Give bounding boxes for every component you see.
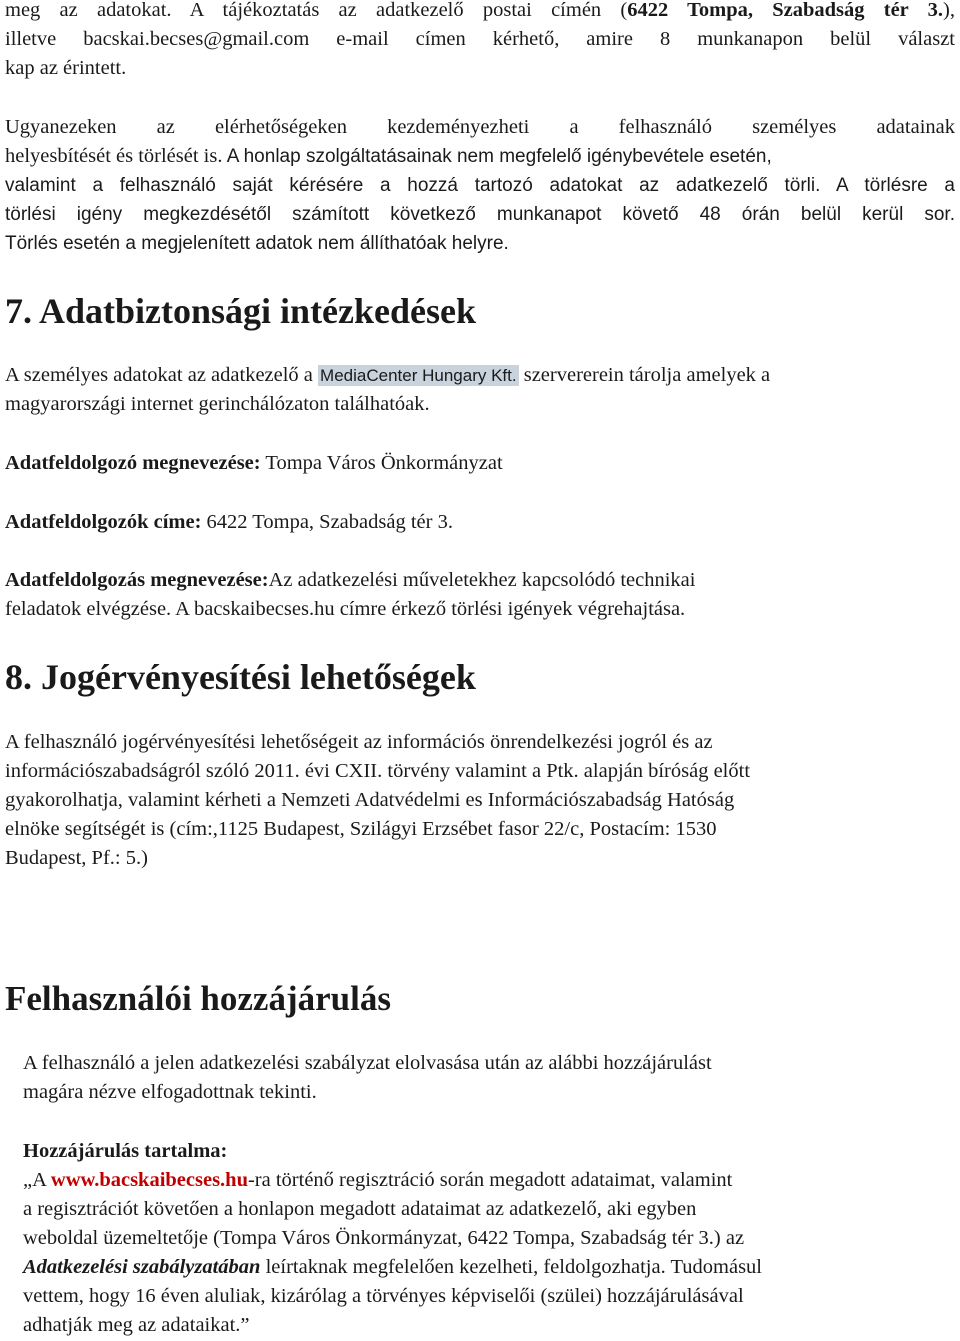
paragraph-line [23, 1166, 933, 1195]
paragraph-text: leírtaknak megfelelően kezelheti, feldolgozhatja. Tudomásul [260, 1256, 762, 1278]
paragraph-text: A személyes adatokat az adatkezelő a [5, 364, 319, 386]
intro-paragraph [5, 0, 955, 83]
paragraph-line: vettem, hogy 16 éven aluliak, kizárólag a törvényes képviselői (szülei) hozzájárulásával [23, 1285, 744, 1307]
remedies-paragraph [5, 728, 955, 873]
hosting-company: MediaCenter Hungary Kft. [320, 366, 517, 385]
section-7-heading: 7. Adatbiztonsági intézkedések [5, 291, 477, 331]
intro-line: kap az érintett. [5, 57, 127, 79]
paragraph-line: Budapest, Pf.: 5.) [5, 847, 148, 869]
postal-address: 6422 Tompa, Szabadság tér 3. [627, 0, 944, 21]
consent-content-label: Hozzájárulás tartalma: [23, 1140, 228, 1162]
field-label: Adatfeldolgozás megnevezése: [5, 569, 269, 591]
rectification-paragraph [5, 113, 955, 258]
paragraph-line: A felhasználó jogérvényesítési lehetőségeit az információs önrendelkezési jogról és az [5, 731, 713, 753]
paragraph-line: magára nézve elfogadottnak tekinti. [23, 1081, 317, 1103]
paragraph-text: helyesbítését és törlését is. [5, 145, 223, 167]
intro-line [5, 0, 955, 25]
paragraph-line: törlési igény megkezdésétől számított következő munkanapot követő 48 órán belül kerül sor. [5, 204, 955, 225]
field-label: Adatfeldolgozó megnevezése: [5, 452, 261, 474]
intro-text: meg az adatokat. A tájékoztatás az adatkezelő postai címén ( [5, 0, 628, 21]
field-value: 6422 Tompa, Szabadság tér 3. [201, 511, 453, 533]
paragraph-line: elnöke segítségét is (cím:,1125 Budapest, Szilágyi Erzsébet fasor 22/c, Postacím: 1530 [5, 818, 717, 840]
regulation-reference: Adatkezelési szabályzatában [23, 1256, 261, 1278]
consent-title: Felhasználói hozzájárulás [5, 979, 391, 1018]
paragraph-line: információszabadságról szóló 2011. évi CXII. törvény valamint a Ptk. alapján bíróság előtt [5, 760, 751, 782]
intro-text: ), [943, 0, 955, 21]
paragraph-line: feladatok elvégzése. A bacskaibecses.hu címre érkező törlési igények végrehajtása. [5, 598, 686, 620]
paragraph-line: magyarországi internet gerinchálózaton találhatóak. [5, 393, 430, 415]
paragraph-line [5, 361, 955, 390]
paragraph-line [5, 449, 955, 478]
field-label: Adatfeldolgozók címe: [5, 511, 202, 533]
processing-description [5, 566, 955, 624]
field-value: Az adatkezelési műveletekhez kapcsolódó technikai [268, 569, 696, 591]
paragraph-line: Törlés esetén a megjelenített adatok nem állíthatóak helyre. [5, 233, 509, 254]
paragraph-line: valamint a felhasználó saját kérésére a hozzá tartozó adatokat az adatkezelő törli. A törlésre a [5, 175, 955, 196]
storage-paragraph [5, 361, 955, 419]
field-value: Tompa Város Önkormányzat [260, 452, 503, 474]
paragraph-line: a regisztrációt követően a honlapon megadott adataimat az adatkezelő, aki egyben [23, 1198, 697, 1220]
website-link[interactable]: www.bacskaibecses.hu [50, 1169, 248, 1191]
paragraph-line [23, 1253, 933, 1282]
paragraph-line [5, 508, 955, 537]
paragraph-line: Ugyanezeken az elérhetőségeken kezdeményezheti a felhasználó személyes adatainak [5, 116, 955, 138]
processor-address [5, 508, 955, 537]
quote-open: „A [23, 1169, 51, 1191]
paragraph-line: weboldal üzemeltetője (Tompa Város Önkormányzat, 6422 Tompa, Szabadság tér 3.) az [23, 1227, 745, 1249]
consent-intro [23, 1049, 933, 1107]
paragraph-text: A honlap szolgáltatásainak nem megfelelő igénybevétele esetén, [222, 146, 772, 167]
paragraph-text: -ra történő regisztráció során megadott adataimat, valamint [247, 1169, 733, 1191]
paragraph-line: A felhasználó a jelen adatkezelési szabályzat elolvasása után az alábbi hozzájárulást [23, 1052, 712, 1074]
paragraph-line: gyakorolhatja, valamint kérheti a Nemzeti Adatvédelmi es Információszabadság Hatóság [5, 789, 735, 811]
section-8-heading: 8. Jogérvényesítési lehetőségek [5, 657, 476, 697]
consent-content [23, 1137, 933, 1340]
processor-name [5, 449, 955, 478]
paragraph-line: adhatják meg az adataikat.” [23, 1314, 250, 1336]
intro-line: illetve bacskai.becses@gmail.com e-mail címen kérhető, amire 8 munkanapon belül választ [5, 28, 955, 50]
paragraph-line [5, 566, 955, 595]
paragraph-line [5, 142, 955, 171]
paragraph-text: szervererein tárolja amelyek a [518, 364, 771, 386]
